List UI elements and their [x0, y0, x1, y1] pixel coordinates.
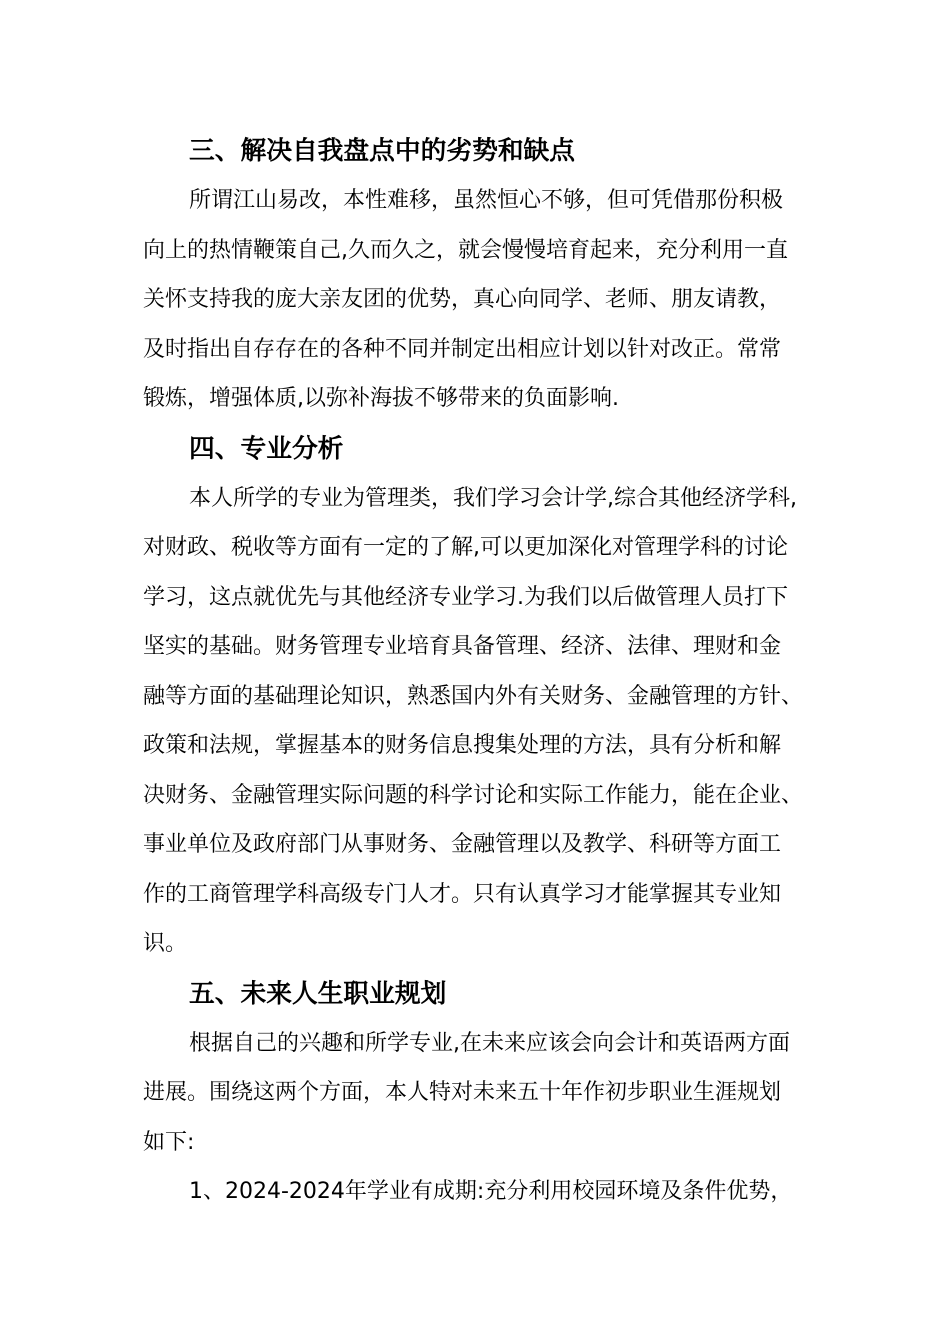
- section-paragraph-4: [143, 474, 823, 969]
- paragraph-line: 关怀支持我的庞大亲友团的优势，真心向同学、老师、朋友请教，: [143, 287, 782, 312]
- paragraph-line: 锻炼，增强体质,以弥补海拔不够带来的负面影响.: [143, 386, 619, 411]
- paragraph-line: 坚实的基础。财务管理专业培育具备管理、经济、法律、理财和金: [143, 634, 782, 659]
- paragraph-line: 根据自己的兴趣和所学专业,在未来应该会向会计和英语两方面: [189, 1030, 790, 1056]
- paragraph-line: 识。: [143, 931, 188, 956]
- paragraph-line: 向上的热情鞭策自己,久而久之，就会慢慢培育起来，充分利用一直: [143, 237, 788, 263]
- section-paragraph-5: [143, 1019, 823, 1168]
- plan-item-line: 1、2024-2024年学业有成期:充分利用校园环境及条件优势，: [189, 1179, 793, 1204]
- paragraph-line: 事业单位及政府部门从事财务、金融管理以及教学、科研等方面工: [143, 832, 782, 857]
- section-heading-5: 五、未来人生职业规划: [189, 978, 447, 1009]
- paragraph-line: 学习，这点就优先与其他经济专业学习.为我们以后做管理人员打下: [143, 584, 788, 610]
- paragraph-line: 决财务、金融管理实际问题的科学讨论和实际工作能力，能在企业、: [143, 782, 804, 808]
- paragraph-line: 如下:: [143, 1129, 195, 1155]
- paragraph-line: 融等方面的基础理论知识，熟悉国内外有关财务、金融管理的方针、: [143, 683, 804, 709]
- section-paragraph-3: [143, 176, 823, 424]
- paragraph-line: 对财政、税收等方面有一定的了解,可以更加深化对管理学科的讨论: [143, 535, 788, 560]
- paragraph-line: 本人所学的专业为管理类，我们学习会计学,综合其他经济学科,: [189, 485, 797, 511]
- paragraph-line: 及时指出自存存在的各种不同并制定出相应计划以针对改正。常常: [143, 336, 782, 362]
- paragraph-line: 作的工商管理学科高级专门人才。只有认真学习才能掌握其专业知: [143, 881, 782, 907]
- document-body: [143, 126, 823, 1217]
- section-heading-3: 三、解决自我盘点中的劣势和缺点: [189, 136, 576, 166]
- plan-item-1: [143, 1167, 823, 1217]
- paragraph-line: 所谓江山易改，本性难移，虽然恒心不够，但可凭借那份积极: [189, 188, 784, 213]
- section-heading-4: 四、专业分析: [189, 433, 344, 464]
- paragraph-line: 政策和法规，掌握基本的财务信息搜集处理的方法，具有分析和解: [143, 733, 782, 758]
- paragraph-line: 进展。围绕这两个方面，本人特对未来五十年作初步职业生涯规划: [143, 1080, 782, 1105]
